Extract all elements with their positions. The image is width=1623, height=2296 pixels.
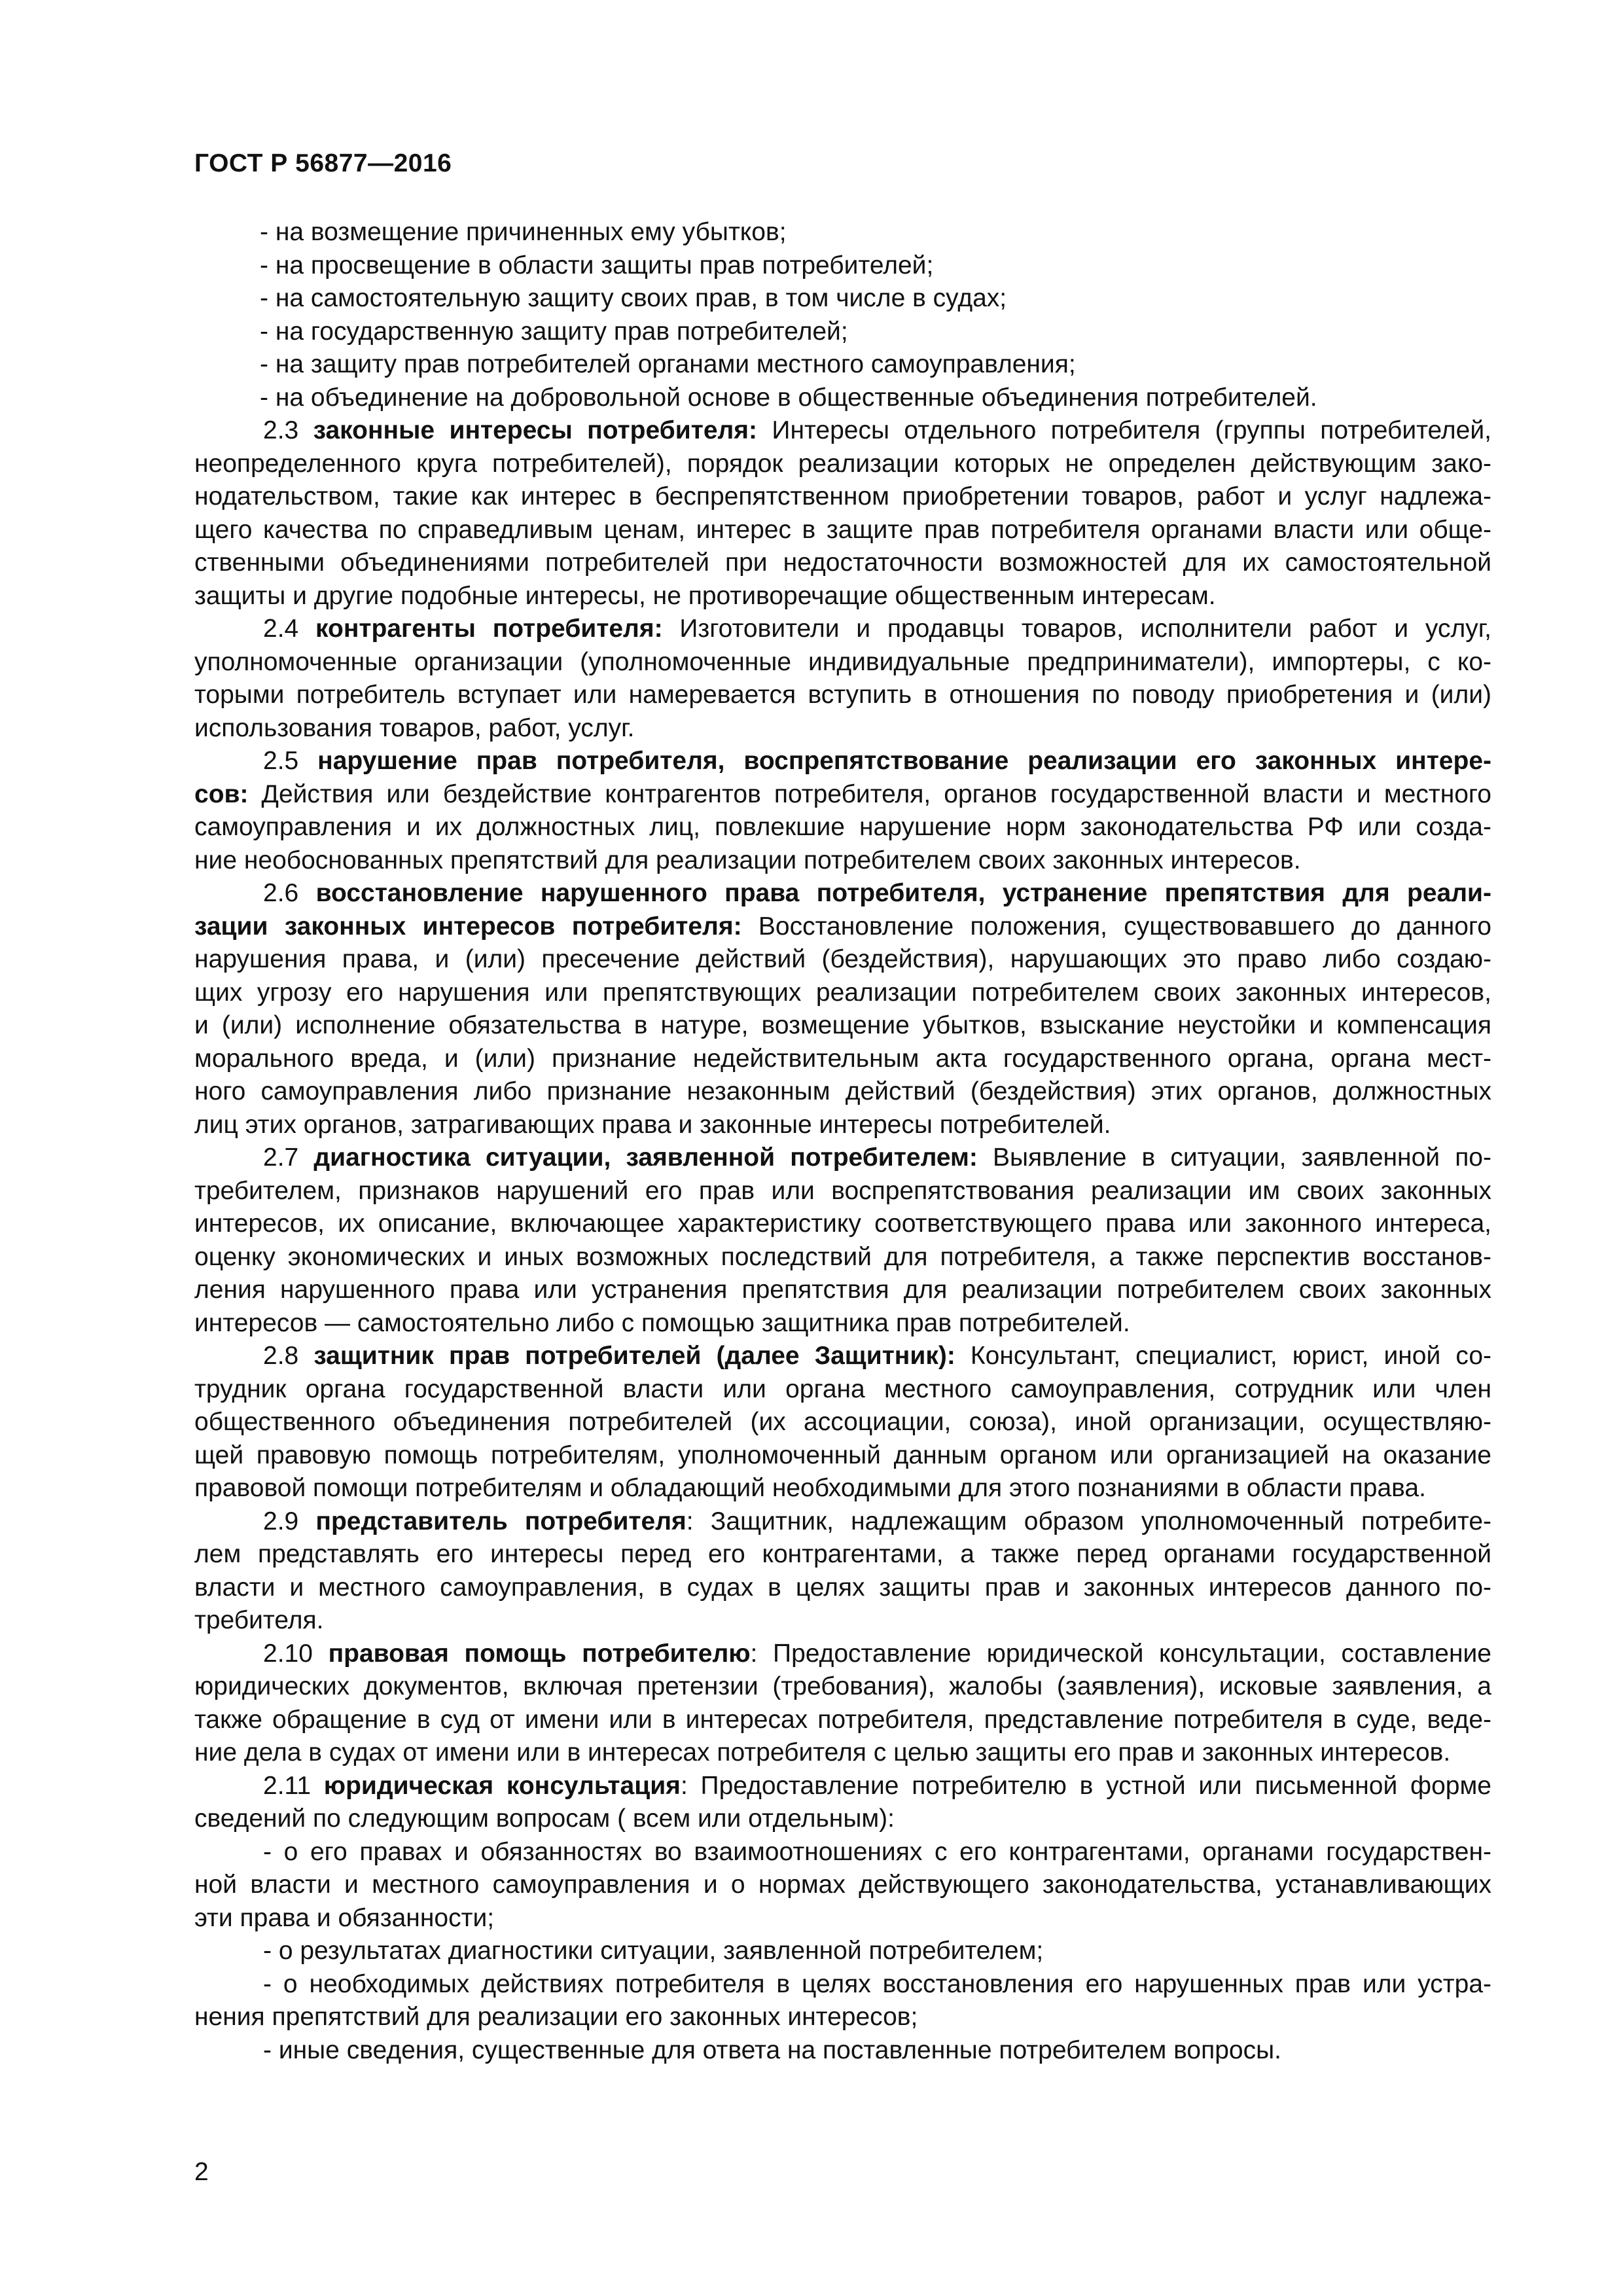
text-run: правовой помощи потребителям и обладающий необходимыми для этого познаниями в области права. xyxy=(194,1474,1426,1502)
text-line xyxy=(194,1340,1491,1373)
text-run: требителем, признаков нарушений его прав или воспрепятствования реализации им своих законных xyxy=(194,1176,1491,1205)
term-bold: правовая помощь потребителю xyxy=(328,1639,751,1668)
text-run: : Предоставление потребителю в устной или письменной форме xyxy=(680,1771,1491,1800)
list-item-line xyxy=(194,315,1491,349)
text-run: эти права и обязанности; xyxy=(194,1903,495,1932)
text-line xyxy=(194,1505,1491,1539)
text-line xyxy=(194,745,1491,778)
text-run: - на объединение на добровольной основе в общественные объединения потребителей. xyxy=(260,383,1317,412)
text-line xyxy=(194,1141,1491,1175)
term-bold: защитник прав потребителей (далее Защитник): xyxy=(313,1342,955,1370)
text-line xyxy=(194,1175,1491,1208)
text-line xyxy=(194,1571,1491,1605)
text-run: - на просвещение в области защиты прав потребителей; xyxy=(260,251,934,279)
text-run: - на самостоятельную защиту своих прав, в том числе в судах; xyxy=(260,284,1007,312)
list-item-line xyxy=(194,216,1491,249)
text-run: 2.4 xyxy=(263,615,316,643)
text-run: : Предоставление юридической консультации, составление xyxy=(750,1639,1491,1668)
text-line xyxy=(194,712,1491,745)
text-run: сведений по следующим вопросам ( всем или отдельным): xyxy=(194,1804,895,1833)
text-run: 2.5 xyxy=(263,747,318,775)
text-line xyxy=(194,844,1491,878)
text-run: также обращение в суд от имени или в интересах потребителя, представление потребителя в суде, веде- xyxy=(194,1705,1491,1734)
text-line xyxy=(194,1075,1491,1109)
text-line xyxy=(194,1770,1491,1803)
text-run: защиты и другие подобные интересы, не противоречащие общественным интересам. xyxy=(194,581,1216,610)
term-bold: представитель потребителя xyxy=(315,1507,687,1535)
text-run: оценку экономических и иных возможных последствий для потребителя, а также перспектив восстанов- xyxy=(194,1242,1491,1271)
text-run: - о результатах диагностики ситуации, заявленной потребителем; xyxy=(263,1937,1044,1965)
text-line xyxy=(194,877,1491,910)
text-run: лем представлять его интересы перед его контрагентами, а также перед органами государственной xyxy=(194,1540,1491,1568)
text-line xyxy=(194,778,1491,812)
text-run: 2.7 xyxy=(263,1143,314,1172)
text-line xyxy=(194,1208,1491,1241)
text-run: ственными объединениями потребителей при недостаточности возможностей для их самостоятельной xyxy=(194,548,1491,577)
text-line xyxy=(194,1638,1491,1671)
text-run: : Защитник, надлежащим образом уполномоченный потребите- xyxy=(686,1507,1491,1535)
text-run: 2.10 xyxy=(263,1639,329,1668)
text-line xyxy=(194,1439,1491,1473)
text-line xyxy=(194,514,1491,547)
text-run: ного самоуправления либо признание незаконным действий (бездействия) этих органов, должностных xyxy=(194,1077,1491,1105)
text-run: щих угрозу его нарушения или препятствующих реализации потребителем своих законных интересов, xyxy=(194,978,1491,1007)
text-run: самоуправления и их должностных лиц, повлекшие нарушение норм законодательства РФ или созда- xyxy=(194,813,1491,841)
text-line xyxy=(194,1274,1491,1307)
text-run: интересов — самостоятельно либо с помощью защитника прав потребителей. xyxy=(194,1308,1130,1337)
text-line xyxy=(194,910,1491,944)
text-line xyxy=(194,679,1491,712)
list-item-line xyxy=(194,249,1491,283)
text-run: нения препятствий для реализации его законных интересов; xyxy=(194,2003,918,2031)
text-line xyxy=(194,943,1491,977)
text-run: Восстановление положения, существовавшего до данного xyxy=(741,912,1491,941)
text-line xyxy=(194,1241,1491,1274)
text-run: Действия или бездействие контрагентов потребителя, органов государственной власти и местного xyxy=(248,780,1491,808)
text-run: торыми потребитель вступает или намеревается вступить в отношения по поводу приобретения и (или) xyxy=(194,681,1491,709)
text-run: 2.9 xyxy=(263,1507,316,1535)
term-bold: контрагенты потребителя: xyxy=(315,615,663,643)
list-item-line xyxy=(194,1836,1491,1869)
text-line xyxy=(194,1009,1491,1043)
text-run: лиц этих органов, затрагивающих права и законные интересы потребителей. xyxy=(194,1110,1111,1139)
list-item-line xyxy=(194,382,1491,415)
term-bold: нарушение прав потребителя, воспрепятствование реализации его законных интере- xyxy=(317,747,1491,775)
text-run: щего качества по справедливым ценам, интерес в защите прав потребителя органами власти или обще- xyxy=(194,515,1491,544)
text-line xyxy=(194,414,1491,448)
text-run: - о необходимых действиях потребителя в целях восстановления его нарушенных прав или устра- xyxy=(263,1969,1491,1998)
document-body xyxy=(194,216,1491,2067)
list-item-line xyxy=(194,2034,1491,2068)
term-bold: законные интересы потребителя: xyxy=(313,416,758,444)
text-line xyxy=(194,1109,1491,1142)
text-line xyxy=(194,1604,1491,1638)
list-item-line xyxy=(194,1935,1491,1968)
term-bold: зации законных интересов потребителя: xyxy=(194,912,742,941)
text-run: Изготовители и продавцы товаров, исполнители работ и услуг, xyxy=(662,615,1492,643)
list-item-line xyxy=(194,282,1491,315)
text-run: щей правовую помощь потребителям, уполномоченный данным органом или организацией на оказание xyxy=(194,1441,1491,1469)
text-run: ние необоснованных препятствий для реализации потребителем своих законных интересов. xyxy=(194,846,1301,874)
text-run: нодательством, такие как интерес в беспрепятственном приобретении товаров, работ и услуг надлежа- xyxy=(194,482,1491,511)
list-item-line xyxy=(194,1968,1491,2001)
text-line xyxy=(194,1704,1491,1737)
text-run: ной власти и местного самоуправления и о нормах действующего законодательства, устанавливающих xyxy=(194,1871,1491,1899)
text-line xyxy=(194,613,1491,646)
text-line xyxy=(194,1670,1491,1704)
text-line xyxy=(194,1472,1491,1505)
text-line xyxy=(194,1736,1491,1770)
text-run: Выявление в ситуации, заявленной по- xyxy=(977,1143,1491,1172)
text-run: - на государственную защиту прав потребителей; xyxy=(260,317,848,346)
term-bold: восстановление нарушенного права потребителя, устранение препятствия для реали- xyxy=(315,879,1491,907)
text-line xyxy=(194,580,1491,613)
text-line xyxy=(194,811,1491,844)
text-run: 2.6 xyxy=(263,879,316,907)
list-item-line xyxy=(194,348,1491,382)
text-run: требителя. xyxy=(194,1606,324,1634)
text-line xyxy=(194,448,1491,481)
text-run: 2.11 xyxy=(263,1771,324,1800)
text-run: - иные сведения, существенные для ответа на поставленные потребителем вопросы. xyxy=(263,2036,1281,2064)
text-line xyxy=(194,1406,1491,1439)
text-run: трудник органа государственной власти или органа местного самоуправления, сотрудник или член xyxy=(194,1374,1491,1403)
document-header: ГОСТ Р 56877—2016 xyxy=(194,149,452,177)
text-line xyxy=(194,1538,1491,1571)
text-line xyxy=(194,646,1491,679)
text-line xyxy=(194,547,1491,580)
text-run: юридических документов, включая претензии (требования), жалобы (заявления), исковые заявления, а xyxy=(194,1672,1491,1700)
text-line xyxy=(194,1902,1491,1935)
text-run: ления нарушенного права или устранения препятствия для реализации потребителем своих законных xyxy=(194,1276,1491,1304)
text-run: Консультант, специалист, юрист, иной со- xyxy=(955,1342,1491,1370)
text-line xyxy=(194,1043,1491,1076)
text-run: нарушения права, и (или) пресечение действий (бездействия), нарушающих это право либо создаю- xyxy=(194,945,1491,973)
text-line xyxy=(194,480,1491,514)
text-run: 2.3 xyxy=(263,416,313,444)
text-run: использования товаров, работ, услуг. xyxy=(194,713,635,742)
text-line xyxy=(194,1307,1491,1340)
text-line xyxy=(194,1869,1491,1902)
page-number: 2 xyxy=(194,2158,209,2186)
text-line xyxy=(194,1373,1491,1407)
text-run: - о его правах и обязанностях во взаимоотношениях с его контрагентами, органами государствен- xyxy=(263,1837,1491,1866)
term-bold: юридическая консультация xyxy=(323,1771,681,1800)
text-run: - на защиту прав потребителей органами местного самоуправления; xyxy=(260,350,1076,378)
text-run: общественного объединения потребителей (их ассоциации, союза), иной организации, осуществляю- xyxy=(194,1408,1491,1436)
term-bold: сов: xyxy=(194,780,249,808)
text-run: и (или) исполнение обязательства в натуре, возмещение убытков, взыскание неустойки и компенсация xyxy=(194,1011,1491,1039)
text-line xyxy=(194,977,1491,1010)
text-line xyxy=(194,2001,1491,2034)
text-run: ние дела в судах от имени или в интересах потребителя с целью защиты его прав и законных интересов. xyxy=(194,1738,1451,1767)
text-line xyxy=(194,1803,1491,1836)
text-run: 2.8 xyxy=(263,1342,314,1370)
text-run: морального вреда, и (или) признание недействительным акта государственного органа, органа мест- xyxy=(194,1044,1491,1073)
text-run: интересов, их описание, включающее характеристику соответствующего права или законного интереса, xyxy=(194,1210,1491,1238)
text-run: Интересы отдельного потребителя (группы потребителей, xyxy=(757,416,1491,444)
term-bold: диагностика ситуации, заявленной потребителем: xyxy=(313,1143,978,1172)
text-run: неопределенного круга потребителей), порядок реализации которых не определен действующим зако- xyxy=(194,449,1491,478)
text-run: власти и местного самоуправления, в судах в целях защиты прав и законных интересов данного по- xyxy=(194,1573,1491,1602)
text-run: - на возмещение причиненных ему убытков; xyxy=(260,218,787,246)
text-run: уполномоченные организации (уполномоченные индивидуальные предприниматели), импортеры, с ко- xyxy=(194,647,1491,676)
